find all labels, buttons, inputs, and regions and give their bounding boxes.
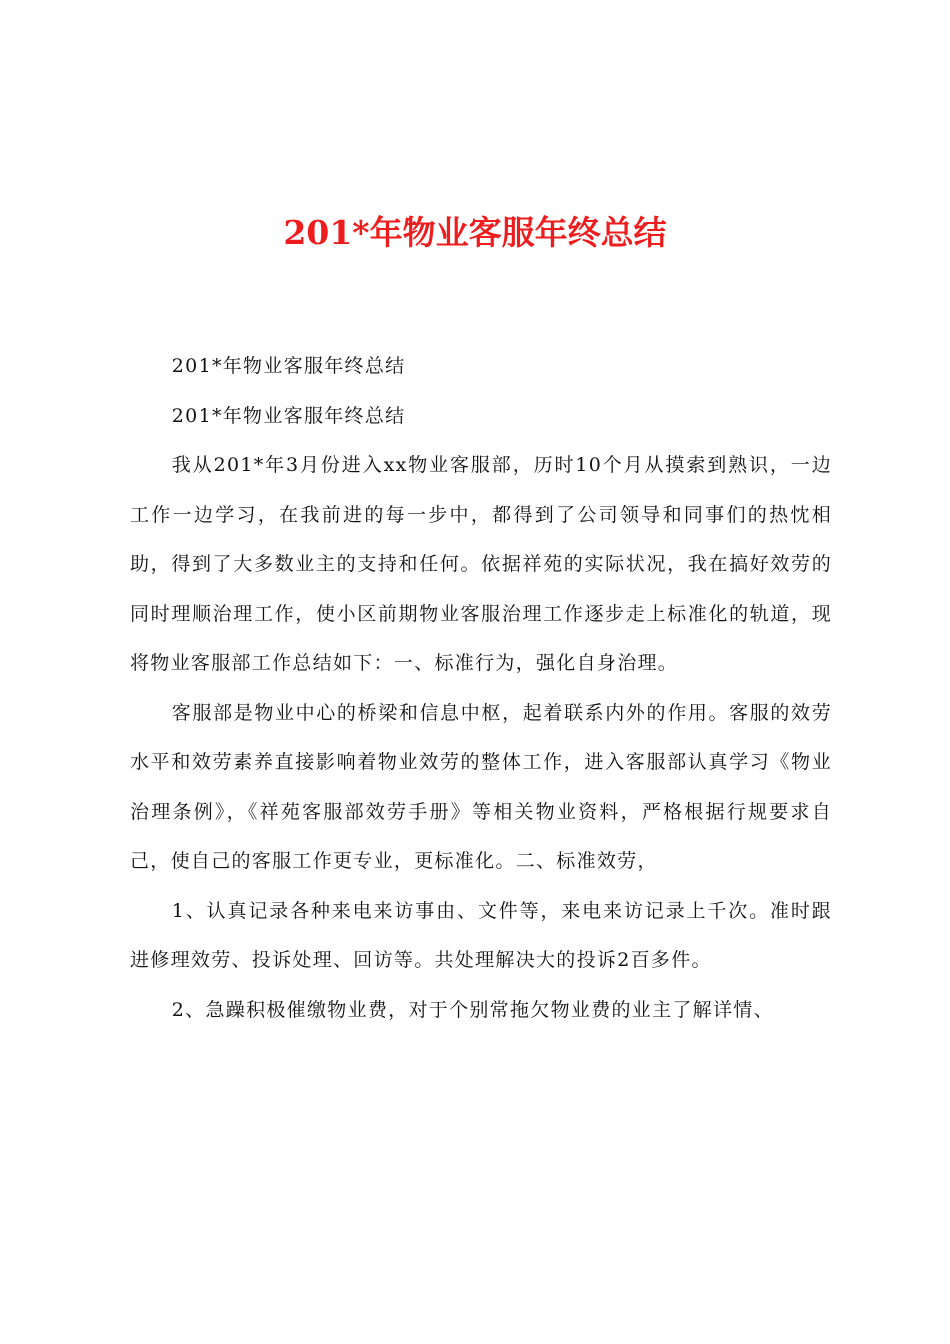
paragraph-item-2: 2、急躁积极催缴物业费，对于个别常拖欠物业费的业主了解详情、 bbox=[171, 998, 774, 1021]
document-body bbox=[130, 342, 832, 1035]
paragraph-item-1: 1、认真记录各种来电来访事由、文件等，来电来访记录上千次。准时跟进修理效劳、投诉处理、回访等。共处理解决大的投诉2百多件。 bbox=[130, 899, 832, 971]
paragraph-heading-1: 201*年物业客服年终总结 bbox=[171, 355, 406, 377]
paragraph-intro: 我从201*年3月份进入xx物业客服部，历时10个月从摸索到熟识，一边工作一边学习，在我前进的每一步中，都得到了公司领导和同事们的热忱相助，得到了大多数业主的支持和任何。依据祥苑的实际状况，我在搞好效劳的同时理顺治理工作，使小区前期物业客服治理工作逐步走上标准化的轨道，现将物业客服部工作总结如下：一、标准行为，强化自身治理。 bbox=[130, 454, 832, 674]
paragraph-customer-service: 客服部是物业中心的桥梁和信息中枢，起着联系内外的作用。客服的效劳水平和效劳素养直接影响着物业效劳的整体工作，进入客服部认真学习《物业治理条例》，《祥苑客服部效劳手册》等相关物业资料，严格根据行规要求自己，使自己的客服工作更专业，更标准化。二、标准效劳， bbox=[130, 701, 832, 872]
paragraph-heading-2: 201*年物业客服年终总结 bbox=[171, 404, 406, 427]
document-title: 201*年物业客服年终总结 bbox=[283, 213, 667, 252]
